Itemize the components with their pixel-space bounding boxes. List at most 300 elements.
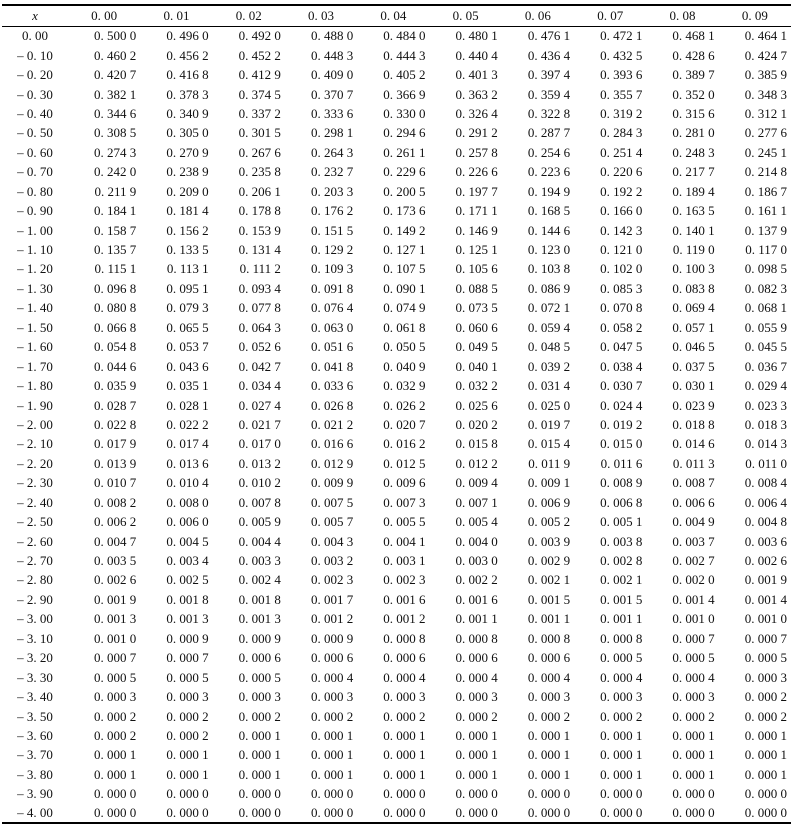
table-cell: 0. 000 5 xyxy=(744,650,787,666)
table-cell: 0. 012 5 xyxy=(383,455,426,471)
table-cell: 0. 401 3 xyxy=(455,67,498,83)
row-x-value: – 1. 40 xyxy=(17,300,53,316)
table-cell: 0. 046 5 xyxy=(672,339,715,355)
table-cell: 0. 068 1 xyxy=(744,300,787,316)
table-cell: 0. 023 9 xyxy=(672,397,715,413)
row-x-value: – 3. 60 xyxy=(17,727,53,743)
table-cell: 0. 090 1 xyxy=(383,280,426,296)
table-cell: 0. 476 1 xyxy=(527,28,571,44)
table-cell: 0. 000 0 xyxy=(238,786,281,802)
table-cell: 0. 192 2 xyxy=(600,183,643,199)
row-x-value: – 2. 30 xyxy=(17,475,53,491)
table-cell: 0. 059 4 xyxy=(527,319,571,335)
table-cell: 0. 146 9 xyxy=(455,222,498,238)
table-cell: 0. 000 2 xyxy=(600,708,643,724)
table-cell: 0. 436 4 xyxy=(527,47,571,63)
table-cell: 0. 021 7 xyxy=(238,416,281,432)
table-cell: 0. 131 4 xyxy=(238,242,281,258)
table-cell: 0. 043 6 xyxy=(166,358,209,374)
corner-label: x xyxy=(32,8,38,24)
table-cell: 0. 001 6 xyxy=(383,591,426,607)
table-row xyxy=(2,65,791,84)
table-cell: 0. 016 2 xyxy=(383,436,426,452)
table-cell: 0. 088 5 xyxy=(455,280,498,296)
row-x-value: – 1. 50 xyxy=(17,319,53,335)
row-x-value: – 2. 60 xyxy=(17,533,53,549)
table-cell: 0. 121 0 xyxy=(600,242,643,258)
table-cell: 0. 001 2 xyxy=(383,611,426,627)
table-cell: 0. 109 3 xyxy=(310,261,354,277)
table-cell: 0. 000 1 xyxy=(744,727,787,743)
row-x-value: – 0. 70 xyxy=(17,164,53,180)
table-cell: 0. 005 4 xyxy=(455,514,498,530)
table-cell: 0. 142 3 xyxy=(600,222,643,238)
table-cell: 0. 119 0 xyxy=(672,242,715,258)
table-cell: 0. 002 9 xyxy=(527,553,571,569)
table-cell: 0. 003 8 xyxy=(600,533,643,549)
table-cell: 0. 000 0 xyxy=(238,805,281,821)
row-x-value: – 3. 80 xyxy=(17,766,53,782)
table-cell: 0. 500 0 xyxy=(94,28,137,44)
table-cell: 0. 074 9 xyxy=(383,300,426,316)
table-cell: 0. 083 8 xyxy=(672,280,715,296)
table-cell: 0. 363 2 xyxy=(455,86,498,102)
table-cell: 0. 277 6 xyxy=(744,125,787,141)
row-x-value: – 2. 40 xyxy=(17,494,53,510)
table-cell: 0. 001 4 xyxy=(744,591,787,607)
table-cell: 0. 042 7 xyxy=(238,358,281,374)
table-cell: 0. 352 0 xyxy=(672,86,715,102)
table-cell: 0. 000 0 xyxy=(600,786,643,802)
table-cell: 0. 079 3 xyxy=(166,300,209,316)
table-cell: 0. 007 1 xyxy=(455,494,498,510)
table-cell: 0. 093 4 xyxy=(238,280,281,296)
table-cell: 0. 014 3 xyxy=(744,436,787,452)
table-cell: 0. 333 6 xyxy=(310,105,354,121)
row-x-value: – 0. 50 xyxy=(17,125,53,141)
table-cell: 0. 488 0 xyxy=(310,28,354,44)
table-cell: 0. 409 0 xyxy=(310,67,354,83)
table-cell: 0. 284 3 xyxy=(600,125,643,141)
table-cell: 0. 480 1 xyxy=(455,28,498,44)
table-cell: 0. 033 6 xyxy=(310,378,354,394)
table-cell: 0. 000 3 xyxy=(166,689,209,705)
row-x-value: – 4. 00 xyxy=(17,805,53,821)
table-cell: 0. 002 7 xyxy=(672,553,715,569)
table-cell: 0. 000 1 xyxy=(166,766,209,782)
table-row xyxy=(2,356,791,375)
table-cell: 0. 064 3 xyxy=(238,319,281,335)
table-cell: 0. 029 4 xyxy=(744,378,787,394)
table-cell: 0. 000 6 xyxy=(238,650,281,666)
table-cell: 0. 000 2 xyxy=(166,708,209,724)
table-cell: 0. 035 9 xyxy=(94,378,137,394)
table-cell: 0. 004 7 xyxy=(94,533,137,549)
table-cell: 0. 000 5 xyxy=(672,650,715,666)
table-cell: 0. 006 8 xyxy=(600,494,643,510)
table-cell: 0. 061 8 xyxy=(383,319,426,335)
row-x-value: – 0. 20 xyxy=(17,67,53,83)
table-cell: 0. 149 2 xyxy=(383,222,426,238)
table-row xyxy=(2,298,791,317)
table-cell: 0. 137 9 xyxy=(744,222,787,238)
table-cell: 0. 077 8 xyxy=(238,300,281,316)
table-cell: 0. 186 7 xyxy=(744,183,787,199)
table-cell: 0. 028 1 xyxy=(166,397,209,413)
table-cell: 0. 226 6 xyxy=(455,164,498,180)
table-cell: 0. 005 9 xyxy=(238,514,281,530)
table-cell: 0. 031 4 xyxy=(527,378,571,394)
table-cell: 0. 115 1 xyxy=(94,261,137,277)
table-cell: 0. 242 0 xyxy=(94,164,137,180)
table-cell: 0. 080 8 xyxy=(94,300,137,316)
table-cell: 0. 007 8 xyxy=(238,494,281,510)
header-row xyxy=(2,5,791,26)
row-x-value: – 1. 70 xyxy=(17,358,53,374)
table-cell: 0. 000 3 xyxy=(744,669,787,685)
table-cell: 0. 003 5 xyxy=(94,553,137,569)
table-cell: 0. 287 7 xyxy=(527,125,571,141)
table-cell: 0. 424 7 xyxy=(744,47,787,63)
table-cell: 0. 005 1 xyxy=(600,514,643,530)
table-cell: 0. 035 1 xyxy=(166,378,209,394)
table-row xyxy=(2,337,791,356)
table-cell: 0. 016 6 xyxy=(310,436,354,452)
table-cell: 0. 000 1 xyxy=(94,766,137,782)
table-cell: 0. 000 0 xyxy=(527,786,571,802)
row-x-value: – 1. 00 xyxy=(17,222,53,238)
table-cell: 0. 178 8 xyxy=(238,203,281,219)
table-cell: 0. 004 8 xyxy=(744,514,787,530)
table-cell: 0. 211 9 xyxy=(94,183,137,199)
table-cell: 0. 203 3 xyxy=(310,183,354,199)
row-x-value: – 3. 00 xyxy=(17,611,53,627)
table-cell: 0. 063 0 xyxy=(310,319,354,335)
table-cell: 0. 420 7 xyxy=(94,67,137,83)
table-row xyxy=(2,493,791,512)
table-cell: 0. 022 8 xyxy=(94,416,137,432)
table-cell: 0. 030 1 xyxy=(672,378,715,394)
table-cell: 0. 000 7 xyxy=(744,630,787,646)
table-cell: 0. 001 7 xyxy=(310,591,354,607)
table-cell: 0. 028 7 xyxy=(94,397,137,413)
table-cell: 0. 000 0 xyxy=(455,786,498,802)
table-cell: 0. 002 4 xyxy=(238,572,281,588)
table-cell: 0. 001 8 xyxy=(238,591,281,607)
table-cell: 0. 010 7 xyxy=(94,475,137,491)
table-cell: 0. 000 4 xyxy=(600,669,643,685)
table-cell: 0. 001 3 xyxy=(94,611,137,627)
table-cell: 0. 095 1 xyxy=(166,280,209,296)
table-cell: 0. 023 3 xyxy=(744,397,787,413)
table-cell: 0. 000 7 xyxy=(166,650,209,666)
table-cell: 0. 096 8 xyxy=(94,280,137,296)
table-cell: 0. 382 1 xyxy=(94,86,137,102)
table-cell: 0. 370 7 xyxy=(310,86,354,102)
table-cell: 0. 060 6 xyxy=(455,319,498,335)
table-cell: 0. 000 1 xyxy=(744,747,787,763)
table-cell: 0. 058 2 xyxy=(600,319,643,335)
table-cell: 0. 069 4 xyxy=(672,300,715,316)
table-row xyxy=(2,551,791,570)
table-cell: 0. 009 4 xyxy=(455,475,498,491)
table-cell: 0. 000 3 xyxy=(238,689,281,705)
table-cell: 0. 181 4 xyxy=(166,203,209,219)
table-cell: 0. 251 4 xyxy=(600,144,643,160)
table-cell: 0. 472 1 xyxy=(600,28,643,44)
table-cell: 0. 005 2 xyxy=(527,514,571,530)
table-cell: 0. 025 6 xyxy=(455,397,498,413)
table-cell: 0. 000 3 xyxy=(94,689,137,705)
table-cell: 0. 002 6 xyxy=(94,572,137,588)
row-x-value: – 1. 60 xyxy=(17,339,53,355)
table-cell: 0. 000 6 xyxy=(310,650,354,666)
table-cell: 0. 245 1 xyxy=(744,144,787,160)
table-cell: 0. 009 1 xyxy=(527,475,571,491)
table-cell: 0. 003 0 xyxy=(455,553,498,569)
table-cell: 0. 348 3 xyxy=(744,86,787,102)
table-row xyxy=(2,531,791,550)
table-row xyxy=(2,162,791,181)
row-x-value: – 1. 80 xyxy=(17,378,53,394)
table-cell: 0. 082 3 xyxy=(744,280,787,296)
table-cell: 0. 000 8 xyxy=(600,630,643,646)
row-x-value: – 3. 30 xyxy=(17,669,53,685)
table-cell: 0. 015 8 xyxy=(455,436,498,452)
table-cell: 0. 004 4 xyxy=(238,533,281,549)
table-cell: 0. 003 4 xyxy=(166,553,209,569)
table-cell: 0. 001 9 xyxy=(744,572,787,588)
table-cell: 0. 000 1 xyxy=(310,766,354,782)
table-cell: 0. 294 6 xyxy=(383,125,426,141)
table-cell: 0. 019 2 xyxy=(600,416,643,432)
table-cell: 0. 127 1 xyxy=(383,242,426,258)
table-cell: 0. 359 4 xyxy=(527,86,571,102)
table-cell: 0. 002 3 xyxy=(383,572,426,588)
table-cell: 0. 000 0 xyxy=(166,786,209,802)
table-cell: 0. 281 0 xyxy=(672,125,715,141)
table-cell: 0. 000 5 xyxy=(238,669,281,685)
column-header: 0. 00 xyxy=(91,8,118,24)
table-cell: 0. 468 1 xyxy=(672,28,715,44)
table-cell: 0. 017 9 xyxy=(94,436,137,452)
table-cell: 0. 003 9 xyxy=(527,533,571,549)
table-cell: 0. 340 9 xyxy=(166,105,209,121)
table-row xyxy=(2,454,791,473)
table-cell: 0. 393 6 xyxy=(600,67,643,83)
table-row xyxy=(2,687,791,706)
table-cell: 0. 000 0 xyxy=(744,805,787,821)
table-cell: 0. 000 1 xyxy=(672,766,715,782)
table-cell: 0. 032 2 xyxy=(455,378,498,394)
table-cell: 0. 072 1 xyxy=(527,300,571,316)
table-cell: 0. 000 1 xyxy=(527,747,571,763)
row-x-value: – 2. 90 xyxy=(17,591,53,607)
table-cell: 0. 385 9 xyxy=(744,67,787,83)
column-header: 0. 01 xyxy=(163,8,190,24)
table-cell: 0. 011 3 xyxy=(672,455,715,471)
table-cell: 0. 267 6 xyxy=(238,144,281,160)
table-cell: 0. 315 6 xyxy=(672,105,715,121)
table-cell: 0. 001 1 xyxy=(527,611,571,627)
table-cell: 0. 000 0 xyxy=(383,805,426,821)
table-cell: 0. 200 5 xyxy=(383,183,426,199)
table-row xyxy=(2,182,791,201)
table-cell: 0. 184 1 xyxy=(94,203,137,219)
table-row xyxy=(2,45,791,64)
table-cell: 0. 000 0 xyxy=(166,805,209,821)
table-cell: 0. 000 5 xyxy=(166,669,209,685)
table-cell: 0. 173 6 xyxy=(383,203,426,219)
table-row xyxy=(2,590,791,609)
table-cell: 0. 006 9 xyxy=(527,494,571,510)
table-body xyxy=(2,26,791,823)
table-cell: 0. 020 2 xyxy=(455,416,498,432)
table-cell: 0. 000 0 xyxy=(455,805,498,821)
table-cell: 0. 000 2 xyxy=(672,708,715,724)
table-cell: 0. 000 1 xyxy=(383,766,426,782)
table-cell: 0. 047 5 xyxy=(600,339,643,355)
table-cell: 0. 270 9 xyxy=(166,144,209,160)
table-row xyxy=(2,201,791,220)
table-cell: 0. 171 1 xyxy=(455,203,498,219)
table-cell: 0. 000 1 xyxy=(238,727,281,743)
table-cell: 0. 389 7 xyxy=(672,67,715,83)
table-cell: 0. 000 3 xyxy=(600,689,643,705)
table-cell: 0. 065 5 xyxy=(166,319,209,335)
table-row xyxy=(2,26,791,45)
table-cell: 0. 235 8 xyxy=(238,164,281,180)
table-cell: 0. 012 9 xyxy=(310,455,354,471)
table-row xyxy=(2,240,791,259)
table-cell: 0. 011 0 xyxy=(745,455,787,471)
table-cell: 0. 000 8 xyxy=(455,630,498,646)
table-cell: 0. 057 1 xyxy=(672,319,715,335)
table-cell: 0. 076 4 xyxy=(310,300,354,316)
table-cell: 0. 026 8 xyxy=(310,397,354,413)
table-cell: 0. 085 3 xyxy=(600,280,643,296)
table-cell: 0. 484 0 xyxy=(383,28,426,44)
table-cell: 0. 007 3 xyxy=(383,494,426,510)
table-cell: 0. 176 2 xyxy=(310,203,354,219)
table-cell: 0. 416 8 xyxy=(166,67,209,83)
table-cell: 0. 301 5 xyxy=(238,125,281,141)
table-row xyxy=(2,765,791,784)
table-cell: 0. 053 7 xyxy=(166,339,209,355)
table-cell: 0. 011 6 xyxy=(600,455,643,471)
table-row xyxy=(2,123,791,142)
table-cell: 0. 000 0 xyxy=(310,786,354,802)
row-x-value: – 2. 50 xyxy=(17,514,53,530)
table-cell: 0. 003 2 xyxy=(310,553,354,569)
table-cell: 0. 032 9 xyxy=(383,378,426,394)
table-cell: 0. 163 5 xyxy=(672,203,715,219)
table-cell: 0. 001 3 xyxy=(166,611,209,627)
table-cell: 0. 001 5 xyxy=(600,591,643,607)
table-cell: 0. 004 1 xyxy=(383,533,426,549)
table-cell: 0. 017 4 xyxy=(166,436,209,452)
table-cell: 0. 002 3 xyxy=(310,572,354,588)
column-header: 0. 07 xyxy=(597,8,624,24)
table-cell: 0. 000 6 xyxy=(527,650,571,666)
table-cell: 0. 000 1 xyxy=(383,747,426,763)
table-cell: 0. 448 3 xyxy=(310,47,354,63)
table-cell: 0. 000 1 xyxy=(238,766,281,782)
table-cell: 0. 113 1 xyxy=(166,261,209,277)
table-cell: 0. 000 1 xyxy=(600,747,643,763)
row-x-value: – 3. 50 xyxy=(17,708,53,724)
row-x-value: – 1. 30 xyxy=(17,280,53,296)
table-cell: 0. 004 3 xyxy=(310,533,354,549)
table-cell: 0. 102 0 xyxy=(600,261,643,277)
table-row xyxy=(2,648,791,667)
table-cell: 0. 133 5 xyxy=(166,242,209,258)
table-cell: 0. 103 8 xyxy=(527,261,571,277)
table-cell: 0. 374 5 xyxy=(238,86,281,102)
table-cell: 0. 004 0 xyxy=(455,533,498,549)
table-cell: 0. 229 6 xyxy=(383,164,426,180)
table-cell: 0. 261 1 xyxy=(383,144,426,160)
table-cell: 0. 040 1 xyxy=(455,358,498,374)
table-cell: 0. 012 2 xyxy=(455,455,498,471)
table-cell: 0. 264 3 xyxy=(310,144,354,160)
table-cell: 0. 000 3 xyxy=(310,689,354,705)
row-x-value: – 1. 10 xyxy=(17,242,53,258)
table-cell: 0. 019 7 xyxy=(527,416,571,432)
table-cell: 0. 002 1 xyxy=(600,572,643,588)
table-cell: 0. 073 5 xyxy=(455,300,498,316)
table-cell: 0. 223 6 xyxy=(527,164,571,180)
table-row xyxy=(2,279,791,298)
table-cell: 0. 123 0 xyxy=(527,242,571,258)
table-cell: 0. 000 1 xyxy=(383,727,426,743)
table-cell: 0. 049 5 xyxy=(455,339,498,355)
column-header: 0. 09 xyxy=(741,8,768,24)
row-x-value: – 3. 20 xyxy=(17,650,53,666)
table-cell: 0. 001 0 xyxy=(744,611,787,627)
table-cell: 0. 000 6 xyxy=(383,650,426,666)
table-cell: 0. 238 9 xyxy=(166,164,209,180)
table-cell: 0. 000 1 xyxy=(600,766,643,782)
table-row xyxy=(2,784,791,803)
table-row xyxy=(2,512,791,531)
table-cell: 0. 001 9 xyxy=(94,591,137,607)
column-header: 0. 03 xyxy=(308,8,335,24)
table-cell: 0. 000 1 xyxy=(455,766,498,782)
table-cell: 0. 000 7 xyxy=(94,650,137,666)
table-row xyxy=(2,706,791,725)
table-cell: 0. 091 8 xyxy=(310,280,354,296)
table-cell: 0. 024 4 xyxy=(600,397,643,413)
table-cell: 0. 008 7 xyxy=(672,475,715,491)
row-x-value: – 3. 40 xyxy=(17,689,53,705)
table-row xyxy=(2,745,791,764)
table-cell: 0. 022 2 xyxy=(166,416,209,432)
table-cell: 0. 000 1 xyxy=(94,747,137,763)
table-cell: 0. 001 1 xyxy=(600,611,643,627)
table-cell: 0. 036 7 xyxy=(744,358,787,374)
table-cell: 0. 017 0 xyxy=(238,436,281,452)
table-cell: 0. 014 6 xyxy=(672,436,715,452)
table-cell: 0. 000 9 xyxy=(310,630,354,646)
table-cell: 0. 015 4 xyxy=(527,436,571,452)
table-row xyxy=(2,220,791,239)
table-cell: 0. 002 5 xyxy=(166,572,209,588)
table-cell: 0. 000 5 xyxy=(94,669,137,685)
table-cell: 0. 004 9 xyxy=(672,514,715,530)
table-cell: 0. 378 3 xyxy=(166,86,209,102)
table-cell: 0. 000 1 xyxy=(600,727,643,743)
